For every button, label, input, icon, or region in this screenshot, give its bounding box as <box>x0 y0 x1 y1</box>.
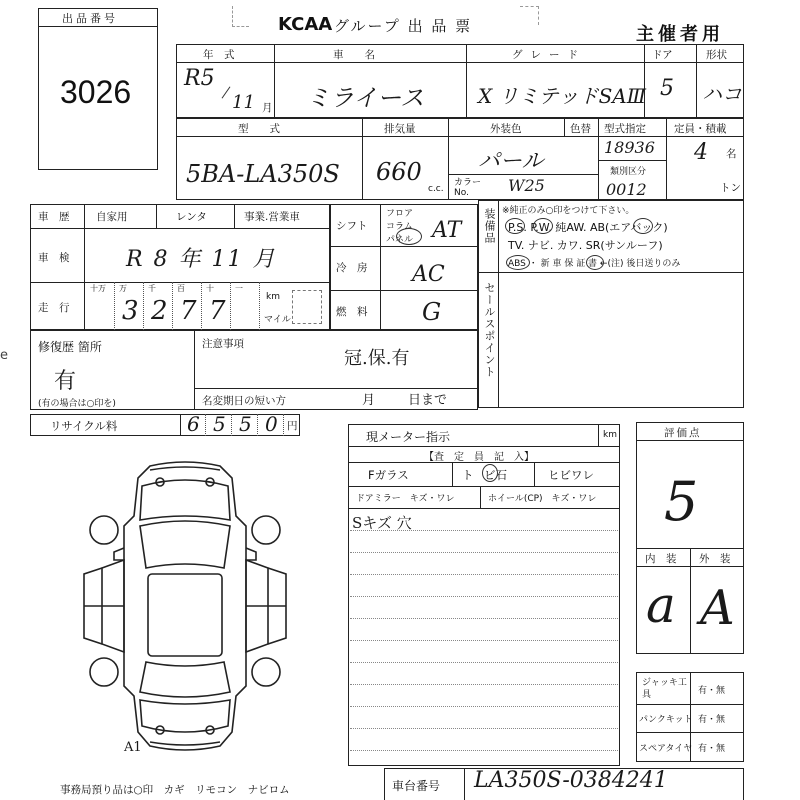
exterior-value: A <box>700 580 735 636</box>
year-value: R5 <box>184 66 215 91</box>
meter-unit: km <box>603 430 617 440</box>
mileage-digit-label: 十 <box>206 284 214 293</box>
ton-unit: トン <box>720 182 741 194</box>
mileage-digit-label: 万 <box>119 284 127 293</box>
name-change-day: 日まで <box>408 393 448 408</box>
history-private[interactable]: 自家用 <box>96 211 128 223</box>
history-rental[interactable]: レンタ <box>176 211 207 223</box>
fuel-label: 燃 料 <box>336 306 368 318</box>
evaluation-score: 5 <box>664 470 699 533</box>
equipment-note: ※純正のみ○印をつけて下さい。 <box>502 206 635 216</box>
lot-number-label: 出品番号 <box>62 12 118 25</box>
inspector-ruled-line <box>350 530 618 531</box>
diagram-mark: A1 <box>124 740 142 755</box>
inspector-ruled-line <box>350 706 618 707</box>
sales-point-label: セールスポイント <box>483 282 496 378</box>
color-no-label: カラー No. <box>454 178 482 198</box>
wheel-label: ホイール(CP) キズ・ワレ <box>488 494 597 504</box>
fuel-value: G <box>422 298 442 326</box>
aircon-label: 冷 房 <box>336 262 368 274</box>
shift-floor[interactable]: フロア <box>386 209 414 219</box>
shape-value: ハコ <box>702 82 742 106</box>
month-value: 11 <box>232 92 255 113</box>
type-value: 5BA-LA350S <box>186 160 340 188</box>
shift-panel[interactable]: パネル <box>386 235 414 245</box>
mileage-unit-km: km <box>266 292 280 302</box>
recycle-label: リサイクル料 <box>50 419 118 433</box>
year-label: 年 式 <box>203 49 235 61</box>
notes-value: 冠.保.有 <box>344 348 410 369</box>
inspector-handwritten: Sキズ 穴 <box>352 514 412 532</box>
repair-label: 修復歴 箇所 <box>38 340 102 354</box>
jack-yes-no[interactable]: 有・無 <box>698 686 726 696</box>
equipment-circle-abs <box>506 255 530 270</box>
glass-chip-circle <box>482 464 498 482</box>
car-body-diagram <box>80 456 290 756</box>
designation-label: 型式指定 <box>604 123 646 135</box>
class-label: 類別区分 <box>610 167 647 177</box>
spare-label: スペアタイヤ <box>639 744 693 754</box>
equipment-label: 装備品 <box>483 208 496 244</box>
puncture-label: パンクキット <box>639 715 693 725</box>
evaluation-label: 評価点 <box>664 427 702 439</box>
color-no-value: W25 <box>508 176 545 195</box>
displacement-unit: c.c. <box>428 184 444 194</box>
mirror-label: ドアミラー キズ・ワレ <box>356 494 455 504</box>
interior-value: a <box>646 576 676 634</box>
mileage-digit-value: 7 <box>209 296 226 326</box>
mileage-digit-label: 十万 <box>90 284 106 293</box>
capacity-value: 4 <box>694 140 708 165</box>
equipment-circle-pw <box>533 218 553 234</box>
history-label: 車 歴 <box>38 211 70 223</box>
displacement-label: 排気量 <box>384 123 416 135</box>
color-change-label: 色替 <box>570 123 591 135</box>
scan-edge-mark: e <box>0 348 8 363</box>
recycle-digit-value: 5 <box>213 412 226 436</box>
inspection-label: 車 検 <box>38 252 70 264</box>
recycle-digit-value: 5 <box>239 412 252 436</box>
inspector-ruled-line <box>350 750 618 751</box>
inspector-header: 【査 定 員 記 入】 <box>424 452 534 463</box>
shift-label: シフト <box>336 220 368 232</box>
shape-label: 形状 <box>706 49 727 61</box>
inspector-ruled-line <box>350 596 618 597</box>
history-business[interactable]: 事業.営業車 <box>244 211 300 223</box>
registration-marks-right <box>520 6 539 25</box>
inspector-ruled-line <box>350 684 618 685</box>
mileage-digit-value: 3 <box>122 296 139 326</box>
mileage-unit-mile: マイル <box>264 315 291 325</box>
equipment-line3: ABS ・ 新 車 保 証 書 ←(注) 後日送りのみ <box>508 259 681 269</box>
equipment-circle-ps <box>505 218 525 234</box>
meter-label: 現メーター指示 <box>366 430 451 444</box>
capacity-unit: 名 <box>726 148 737 160</box>
mileage-check-box[interactable] <box>292 290 322 324</box>
type-label: 型 式 <box>238 123 280 135</box>
doors-label: ドア <box>652 49 673 61</box>
shift-value: AT <box>432 218 462 243</box>
grade-value: X リミテッドSAⅢ <box>478 84 647 108</box>
glass-opt-crack[interactable]: ヒビワレ <box>548 468 594 482</box>
class-value: 0012 <box>606 180 647 199</box>
exterior-label: 外 装 <box>699 553 731 565</box>
inspector-ruled-line <box>350 640 618 641</box>
color-value: パール <box>478 149 544 174</box>
form-title: グループ 出 品 票 <box>334 17 473 35</box>
equipment-circle-warranty <box>586 255 604 270</box>
notes-label: 注意事項 <box>202 338 244 350</box>
repair-note: (有の場合は○印を) <box>38 399 116 409</box>
inspector-ruled-line <box>350 662 618 663</box>
name-change-label: 名変期日の短い方 <box>202 395 286 407</box>
model-label: 車 名 <box>333 49 375 61</box>
repair-value: 有 <box>54 369 77 394</box>
doors-value: 5 <box>660 76 674 101</box>
color-label: 外装色 <box>490 123 522 135</box>
interior-label: 内 装 <box>645 553 677 565</box>
equipment-line1: P.S. P.W. 純AW. AB(エアバック) <box>508 221 668 234</box>
mileage-digit-label: 一 <box>235 284 243 293</box>
brand-logo: KCAA <box>278 14 333 35</box>
recycle-unit: 円 <box>287 420 298 432</box>
glass-opt-chip[interactable]: ビ石 <box>484 468 507 482</box>
inspector-ruled-line <box>350 728 618 729</box>
model-value: ミライース <box>306 84 425 112</box>
mileage-digit-label: 千 <box>148 284 156 293</box>
office-items: 事務局預り品は○印 カギ リモコン ナビロム <box>60 784 290 796</box>
glass-opt-to[interactable]: ト <box>462 468 474 482</box>
equipment-circle-ab <box>633 218 653 234</box>
month-unit: 月 <box>262 102 273 114</box>
puncture-yes-no[interactable]: 有・無 <box>698 715 726 725</box>
spare-yes-no[interactable]: 有・無 <box>698 744 726 754</box>
organizer-label: 主催者用 <box>636 24 724 45</box>
shift-circle <box>396 228 422 245</box>
mileage-digit-value: 2 <box>151 296 168 326</box>
mileage-digit-value: 7 <box>180 296 197 326</box>
mileage-digit-label: 百 <box>177 284 185 293</box>
grade-label: グレード <box>512 49 586 61</box>
designation-value: 18936 <box>604 138 655 157</box>
equipment-line2: TV. ナビ. カワ. SR(サンルーフ) <box>508 239 663 252</box>
inspection-value: R 8 年 11 月 <box>126 247 277 272</box>
inspector-ruled-line <box>350 618 618 619</box>
displacement-value: 660 <box>376 158 422 186</box>
capacity-label: 定員・積載 <box>674 123 727 135</box>
recycle-digit-value: 0 <box>265 412 278 436</box>
glass-label: Fガラス <box>368 468 409 482</box>
registration-marks <box>232 6 249 27</box>
jack-label: ジャッキ工具 <box>642 678 687 700</box>
inspector-ruled-line <box>350 552 618 553</box>
chassis-label: 車台番号 <box>392 779 441 793</box>
shift-column[interactable]: コラム <box>386 222 413 232</box>
inspector-ruled-line <box>350 574 618 575</box>
mileage-label: 走 行 <box>38 302 70 314</box>
name-change-month: 月 <box>362 393 376 408</box>
recycle-digit-value: 6 <box>187 412 200 436</box>
aircon-value: AC <box>412 262 445 287</box>
chassis-value: LA350S-0384241 <box>474 768 668 793</box>
lot-number: 3026 <box>60 74 132 110</box>
